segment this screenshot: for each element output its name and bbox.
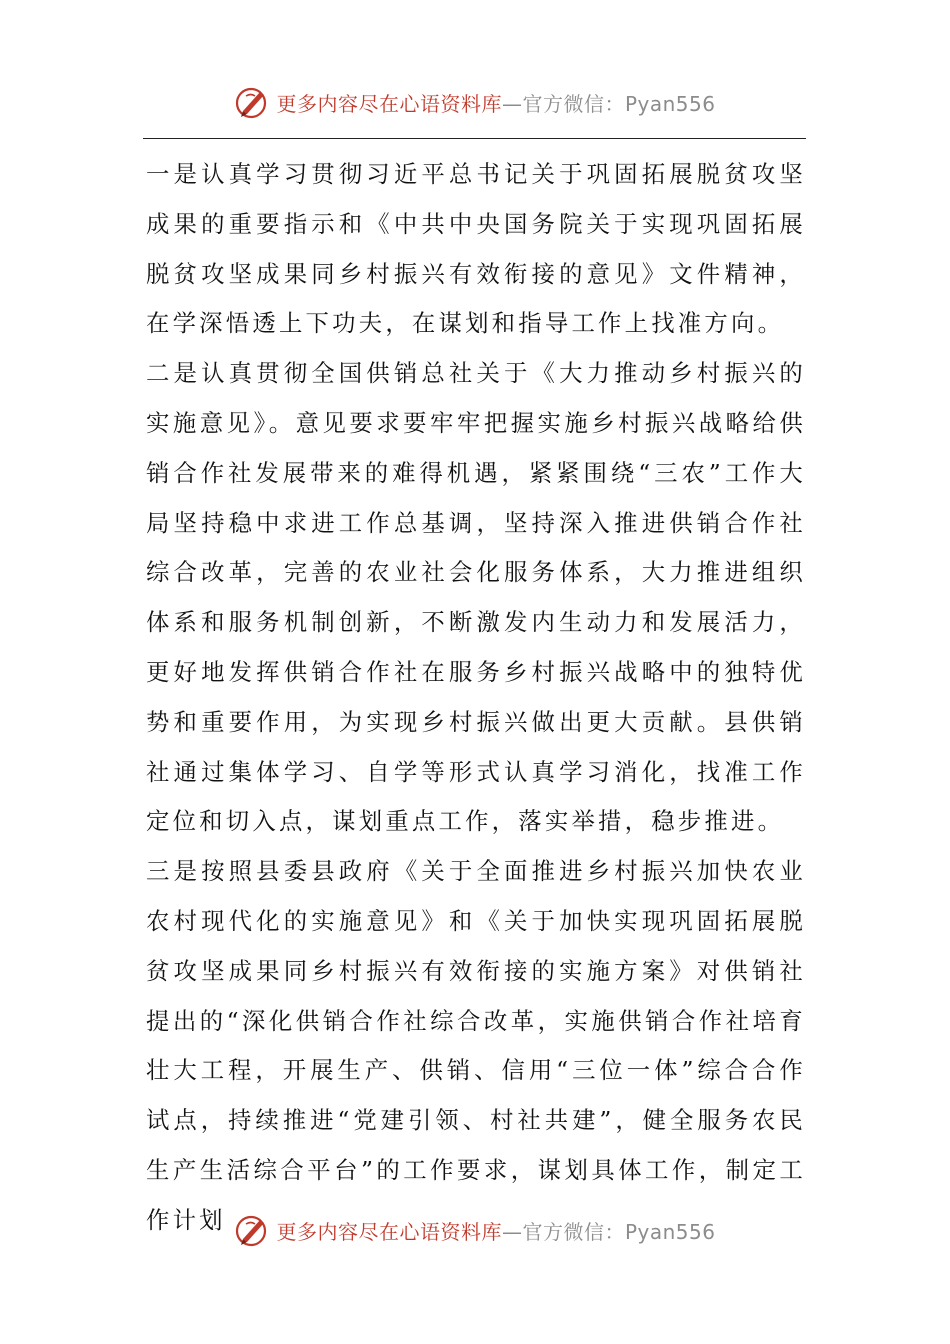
- document-body: [146, 150, 806, 1246]
- header-banner-text: [276, 88, 715, 117]
- footer-banner: [0, 1210, 950, 1250]
- header-banner-red: 更多内容尽在心语资料库: [276, 91, 502, 116]
- header-banner-grey: —官方微信：Pyan556: [501, 91, 716, 116]
- paragraph-3: 三是按照县委县政府《关于全面推进乡村振兴加快农业农村现代化的实施意见》和《关于加快实现巩固拓展脱贫攻坚成果同乡村振兴有效衔接的实施方案》对供销社提出的“深化供销合作社综合改革，实施供销合作社培育壮大工程，开展生产、供销、信用“三位一体”综合合作试点，持续推进“党建引领、村社共建”，健全服务农民生产生活综合平台”的工作要求，谋划具体工作，制定工作计划: [146, 857, 806, 1234]
- footer-banner-red: 更多内容尽在心语资料库: [276, 1219, 502, 1244]
- pen-logo-icon: [234, 84, 270, 120]
- header-divider: [143, 138, 806, 139]
- footer-banner-text: [276, 1216, 715, 1245]
- paragraph-1: 一是认真学习贯彻习近平总书记关于巩固拓展脱贫攻坚成果的重要指示和《中共中央国务院关于实现巩固拓展脱贫攻坚成果同乡村振兴有效衔接的意见》文件精神，在学深悟透上下功夫，在谋划和指导工作上找准方向。: [146, 160, 806, 338]
- header-banner: [0, 82, 950, 122]
- pen-logo-icon: [234, 1212, 270, 1248]
- footer-banner-grey: —官方微信：Pyan556: [501, 1219, 716, 1244]
- paragraph-2: 二是认真贯彻全国供销总社关于《大力推动乡村振兴的实施意见》。意见要求要牢牢把握实施乡村振兴战略给供销合作社发展带来的难得机遇，紧紧围绕“三农”工作大局坚持稳中求进工作总基调，坚持深入推进供销合作社综合改革，完善的农业社会化服务体系，大力推进组织体系和服务机制创新，不断激发内生动力和发展活力，更好地发挥供销合作社在服务乡村振兴战略中的独特优势和重要作用，为实现乡村振兴做出更大贡献。县供销社通过集体学习、自学等形式认真学习消化，找准工作定位和切入点，谋划重点工作，落实举措，稳步推进。: [146, 359, 806, 836]
